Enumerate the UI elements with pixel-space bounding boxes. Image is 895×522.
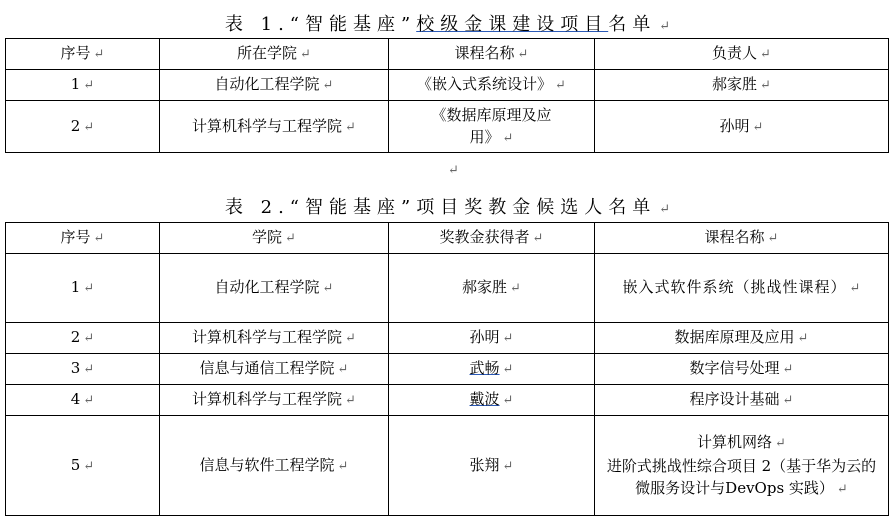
paragraph-mark-icon: ↵	[337, 362, 349, 377]
paragraph-mark-icon: ↵	[300, 47, 311, 62]
header-cell	[389, 223, 595, 254]
cell-number	[6, 101, 160, 153]
paragraph-mark-icon: ↵	[322, 78, 334, 93]
paragraph-mark-icon: ↵	[502, 362, 514, 377]
table-row	[6, 70, 889, 101]
cell-number	[6, 323, 160, 354]
cell-text: 计算机科学与工程学院	[192, 328, 343, 346]
cell-text: 4	[70, 390, 81, 408]
header-cell	[160, 39, 389, 70]
cell-college	[160, 323, 389, 354]
paragraph-mark-icon: ↵	[510, 281, 521, 296]
paragraph-mark-icon: ↵	[83, 281, 95, 296]
paragraph-mark-icon: ↵	[337, 458, 349, 474]
cell-person	[389, 323, 595, 354]
header-text: 序号	[60, 228, 91, 246]
cell-text: 1	[70, 278, 81, 296]
paragraph-mark-icon: ↵	[775, 435, 786, 451]
teaching-award-table	[5, 222, 889, 516]
paragraph-mark-icon: ↵	[83, 331, 95, 346]
table1-caption-underlined: 校级金课建设项目	[416, 14, 609, 35]
paragraph-mark-icon: ↵	[767, 231, 779, 246]
paragraph-mark-icon: ↵	[83, 458, 95, 474]
paragraph-mark-icon: ↵	[502, 393, 514, 408]
table-row	[6, 254, 889, 323]
cell-number	[6, 385, 160, 416]
table-row	[6, 323, 889, 354]
paragraph-mark-icon: ↵	[345, 393, 356, 408]
paragraph-mark-icon: ↵	[93, 231, 105, 246]
header-cell	[595, 39, 889, 70]
paragraph-mark-icon: ↵	[502, 331, 514, 346]
paragraph-mark-icon: ↵	[760, 47, 771, 62]
paragraph-mark-icon: ↵	[93, 47, 105, 62]
cell-course	[595, 323, 889, 354]
cell-text: 戴波	[469, 390, 500, 408]
paragraph-mark-icon: ↵	[532, 231, 544, 246]
cell-person	[389, 254, 595, 323]
paragraph-mark-icon: ↵	[555, 78, 566, 93]
cell-text: 《嵌入式系统设计》	[417, 75, 553, 93]
paragraph-mark-icon: ↵	[659, 19, 671, 34]
gold-course-table	[5, 38, 889, 153]
header-text: 课程名称	[704, 228, 765, 246]
paragraph-mark-icon: ↵	[797, 331, 809, 346]
table-row	[6, 385, 889, 416]
cell-course	[595, 385, 889, 416]
cell-text: 孙明	[719, 116, 750, 135]
cell-college	[160, 254, 389, 323]
cell-number	[6, 70, 160, 101]
cell-course	[595, 254, 889, 323]
header-cell	[6, 39, 160, 70]
paragraph-mark-icon: ↵	[83, 393, 95, 408]
cell-text: 信息与软件工程学院	[199, 455, 335, 474]
cell-college	[160, 416, 389, 516]
header-text: 学院	[252, 228, 283, 246]
cell-course	[595, 354, 889, 385]
cell-text: 计算机科学与工程学院	[192, 390, 343, 408]
header-cell	[6, 223, 160, 254]
paragraph-mark-icon: ↵	[752, 119, 764, 135]
header-cell	[160, 223, 389, 254]
cell-college	[160, 101, 389, 153]
cell-text: 信息与通信工程学院	[199, 359, 335, 377]
cell-number	[6, 354, 160, 385]
table1-caption	[0, 10, 895, 36]
table2-caption-text: 表 2.“智能基座”项目奖教金候选人名单	[224, 197, 657, 218]
cell-text: 自动化工程学院	[214, 75, 320, 93]
paragraph-mark-icon: ↵	[517, 47, 529, 62]
cell-person	[389, 416, 595, 516]
cell-text: 2	[70, 328, 81, 346]
header-cell	[595, 223, 889, 254]
cell-text: 2	[70, 116, 81, 135]
table1-caption-prefix: 表 1.“智能基座”	[224, 14, 417, 35]
paragraph-mark-icon: ↵	[448, 163, 459, 178]
cell-college	[160, 354, 389, 385]
cell-number	[6, 254, 160, 323]
header-text: 所在学院	[237, 44, 298, 62]
course-line-1	[603, 431, 880, 455]
cell-text: 郝家胜	[712, 75, 758, 93]
table-row	[6, 354, 889, 385]
table-row	[6, 416, 889, 516]
cell-text: 张翔	[469, 455, 500, 474]
paragraph-mark-icon: ↵	[345, 331, 356, 346]
paragraph-mark-icon: ↵	[285, 231, 296, 246]
cell-text: 数据库原理及应用	[674, 328, 795, 346]
cell-text: 计算机科学与工程学院	[192, 116, 343, 135]
cell-text: 3	[70, 359, 81, 377]
cell-text: 5	[70, 455, 81, 474]
paragraph-mark-icon: ↵	[502, 458, 514, 474]
cell-person	[595, 101, 889, 153]
cell-person	[389, 385, 595, 416]
table-header-row	[6, 223, 889, 254]
cell-course	[389, 70, 595, 101]
cell-text: 数字信号处理	[689, 359, 780, 377]
paragraph-mark-icon: ↵	[836, 481, 848, 497]
cell-course	[389, 101, 595, 153]
cell-text: 《数据库原理及应用》	[431, 105, 552, 146]
table1-caption-suffix: 名单	[608, 14, 657, 35]
paragraph-mark-icon: ↵	[849, 281, 861, 296]
paragraph-mark-icon: ↵	[83, 78, 95, 93]
table2-caption	[0, 193, 895, 219]
header-text: 负责人	[712, 44, 758, 62]
header-text: 序号	[60, 44, 91, 62]
cell-text: 1	[70, 75, 81, 93]
table-header-row	[6, 39, 889, 70]
cell-text: 嵌入式软件系统（挑战性课程）	[622, 278, 847, 296]
cell-text: 程序设计基础	[689, 390, 780, 408]
cell-text: 自动化工程学院	[214, 278, 320, 296]
paragraph-mark-icon: ↵	[83, 362, 95, 377]
cell-person	[389, 354, 595, 385]
cell-text: 郝家胜	[462, 278, 508, 296]
paragraph-mark-icon: ↵	[345, 119, 356, 135]
cell-text: 计算机网络	[697, 432, 773, 451]
course-line-2	[603, 455, 880, 501]
paragraph-mark-icon: ↵	[502, 130, 514, 146]
cell-text: 武畅	[469, 359, 500, 377]
header-cell	[389, 39, 595, 70]
cell-college	[160, 70, 389, 101]
paragraph-mark-icon: ↵	[782, 362, 794, 377]
header-text: 课程名称	[454, 44, 515, 62]
cell-text: 进阶式挑战性综合项目 2（基于华为云的微服务设计与DevOps 实践）	[606, 456, 877, 497]
table-row	[6, 101, 889, 153]
cell-course	[595, 416, 889, 516]
cell-college	[160, 385, 389, 416]
paragraph-mark-icon: ↵	[760, 78, 771, 93]
cell-text: 孙明	[469, 328, 500, 346]
cell-person	[595, 70, 889, 101]
paragraph-mark-icon: ↵	[322, 281, 334, 296]
paragraph-mark-icon: ↵	[782, 393, 794, 408]
paragraph-mark-icon: ↵	[659, 202, 671, 217]
paragraph-mark-icon: ↵	[83, 119, 95, 135]
header-text: 奖教金获得者	[439, 228, 530, 246]
cell-number	[6, 416, 160, 516]
